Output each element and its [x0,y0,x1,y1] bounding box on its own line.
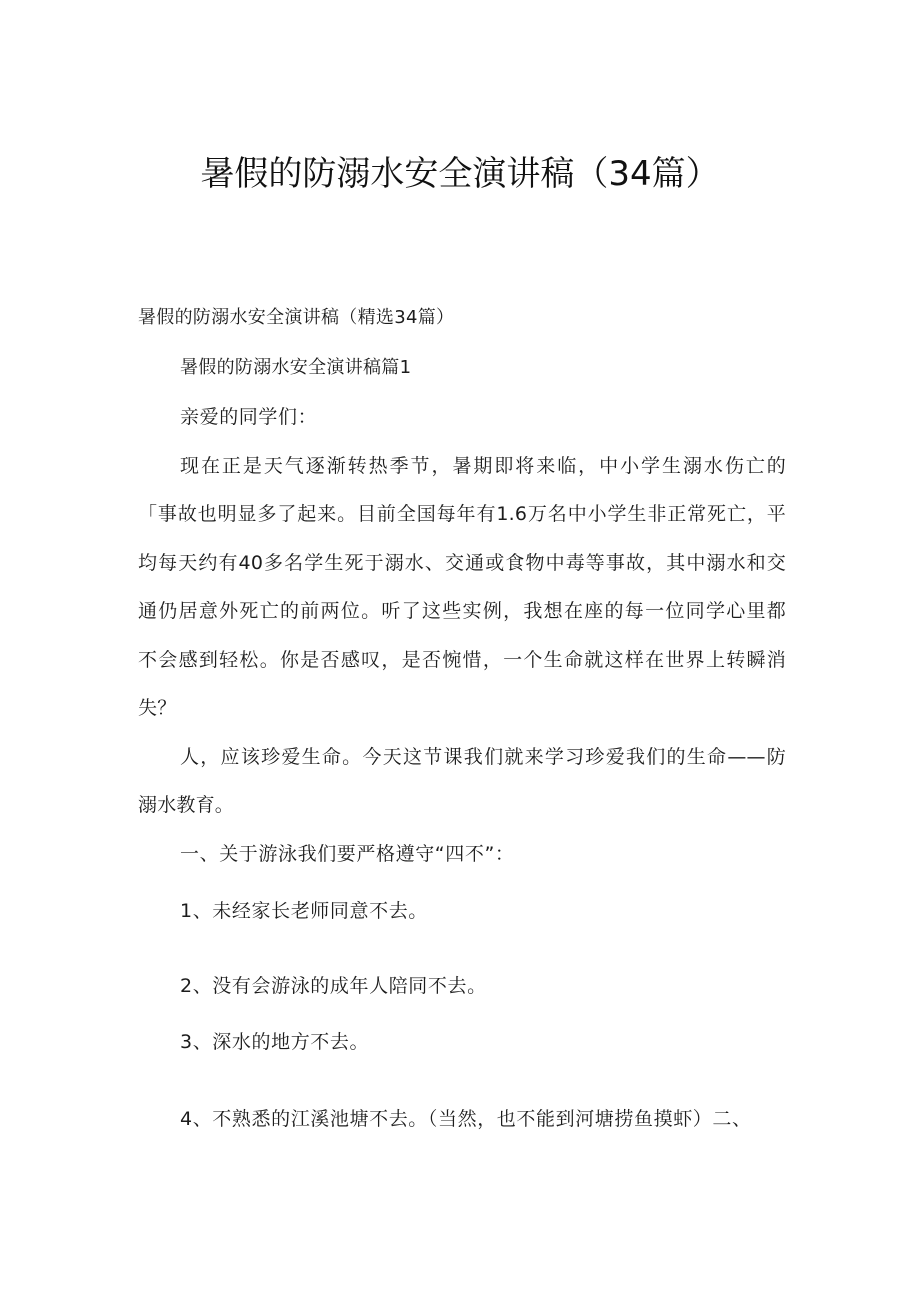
paragraph-line: 不会感到轻松。你是否感叹，是否惋惜，一个生命就这样在世界上转瞬消 [138,649,786,671]
paragraph-line: 现在正是天气逐渐转热季节，暑期即将来临，中小学生溺水伤亡的 [180,455,786,477]
paragraph-line: 溺水教育。 [138,794,235,816]
section-one-heading: 一、关于游泳我们要严格遵守“四不”： [180,843,515,865]
greeting: 亲爱的同学们： [180,406,318,428]
paragraph-line: 通仍居意外死亡的前两位。听了这些实例，我想在座的每一位同学心里都 [138,600,786,622]
paragraph-line: 「事故也明显多了起来。目前全国每年有1.6万名中小学生非正常死亡，平 [138,503,786,525]
paragraph-line: 人，应该珍爱生命。今天这节课我们就来学习珍爱我们的生命——防 [180,746,786,768]
list-item: 4、不熟悉的江溪池塘不去。（当然，也不能到河塘捞鱼摸虾）二、 [180,1108,752,1130]
section-heading: 暑假的防溺水安全演讲稿篇1 [180,357,412,378]
list-item: 1、未经家长老师同意不去。 [180,900,428,922]
paragraph-line: 失？ [138,697,177,719]
list-item: 3、深水的地方不去。 [180,1031,370,1053]
document-title: 暑假的防溺水安全演讲稿（34篇） [200,154,720,194]
list-item: 2、没有会游泳的成年人陪同不去。 [180,975,487,997]
paragraph-line: 均每天约有40多名学生死于溺水、交通或食物中毒等事故，其中溺水和交 [138,552,786,574]
document-subtitle: 暑假的防溺水安全演讲稿（精选34篇） [138,307,455,328]
